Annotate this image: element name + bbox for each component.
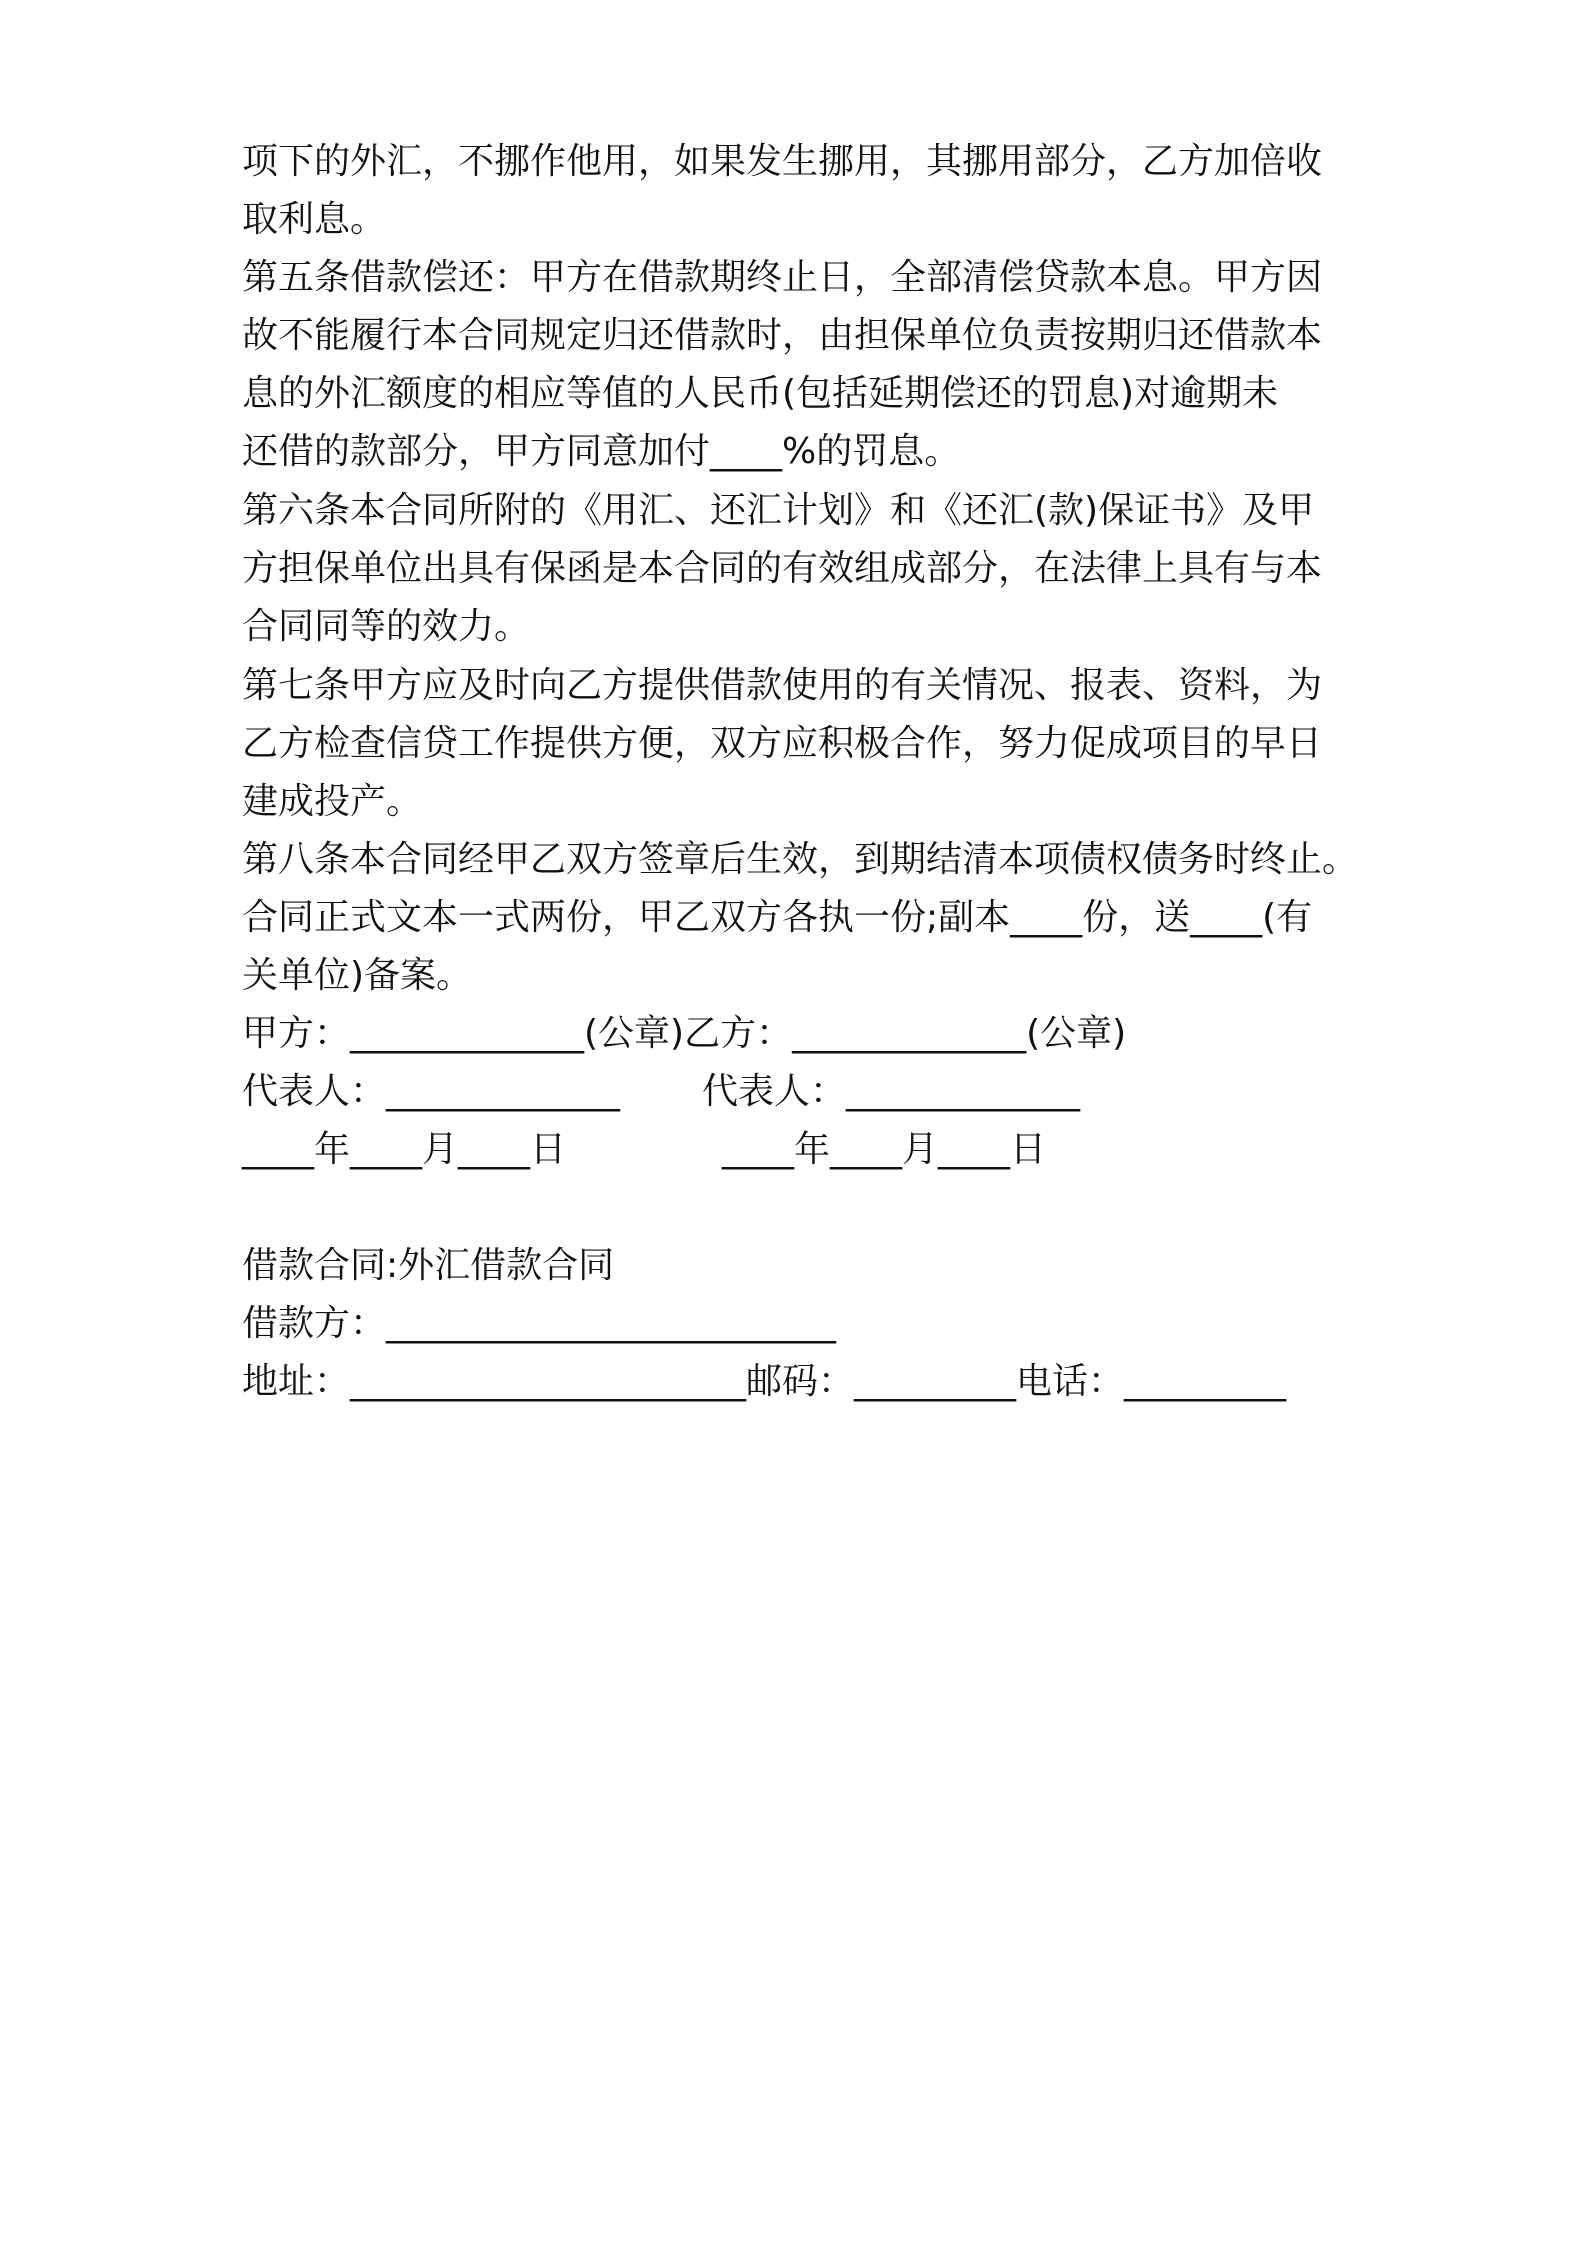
section-title: 借款合同:外汇借款合同 — [242, 1245, 615, 1286]
representative-b: 代表人：_____________ — [702, 1071, 1081, 1112]
date-a: ____年____月____日 — [242, 1129, 567, 1170]
address-line: 地址：______________________邮码：_________电话：_________ — [242, 1361, 1287, 1402]
paragraph-line: 还借的款部分，甲方同意加付____%的罚息。 — [242, 431, 961, 472]
paragraph-line: 故不能履行本合同规定归还借款时，由担保单位负责按期归还借款本 — [242, 315, 1323, 356]
party-signature-line: 甲方：_____________(公章)乙方：_____________(公章) — [242, 1013, 1127, 1054]
paragraph-line: 第八条本合同经甲乙双方签章后生效，到期结清本项债权债务时终止。 — [242, 839, 1359, 880]
paragraph-line: 建成投产。 — [242, 781, 423, 822]
paragraph-line: 项下的外汇，不挪作他用，如果发生挪用，其挪用部分，乙方加倍收 — [242, 141, 1323, 182]
paragraph-line: 第五条借款偿还：甲方在借款期终止日，全部清偿贷款本息。甲方因 — [242, 257, 1323, 298]
representative-a: 代表人：_____________ — [242, 1071, 621, 1112]
paragraph-line: 息的外汇额度的相应等值的人民币(包括延期偿还的罚息)对逾期未 — [242, 373, 1279, 414]
paragraph-line: 乙方检查信贷工作提供方便，双方应积极合作，努力促成项目的早日 — [242, 723, 1323, 764]
paragraph-line: 方担保单位出具有保函是本合同的有效组成部分，在法律上具有与本 — [242, 548, 1323, 589]
paragraph-line: 合同同等的效力。 — [242, 606, 531, 647]
borrower-line: 借款方：_________________________ — [242, 1303, 837, 1344]
paragraph-line: 第七条甲方应及时向乙方提供借款使用的有关情况、报表、资料，为 — [242, 665, 1323, 706]
date-b: ____年____月____日 — [722, 1129, 1047, 1170]
paragraph-line: 合同正式文本一式两份，甲乙双方各执一份;副本____份，送____(有 — [242, 897, 1313, 938]
paragraph-line: 第六条本合同所附的《用汇、还汇计划》和《还汇(款)保证书》及甲 — [242, 490, 1315, 531]
paragraph-line: 关单位)备案。 — [242, 955, 473, 996]
paragraph-line: 取利息。 — [242, 199, 387, 240]
